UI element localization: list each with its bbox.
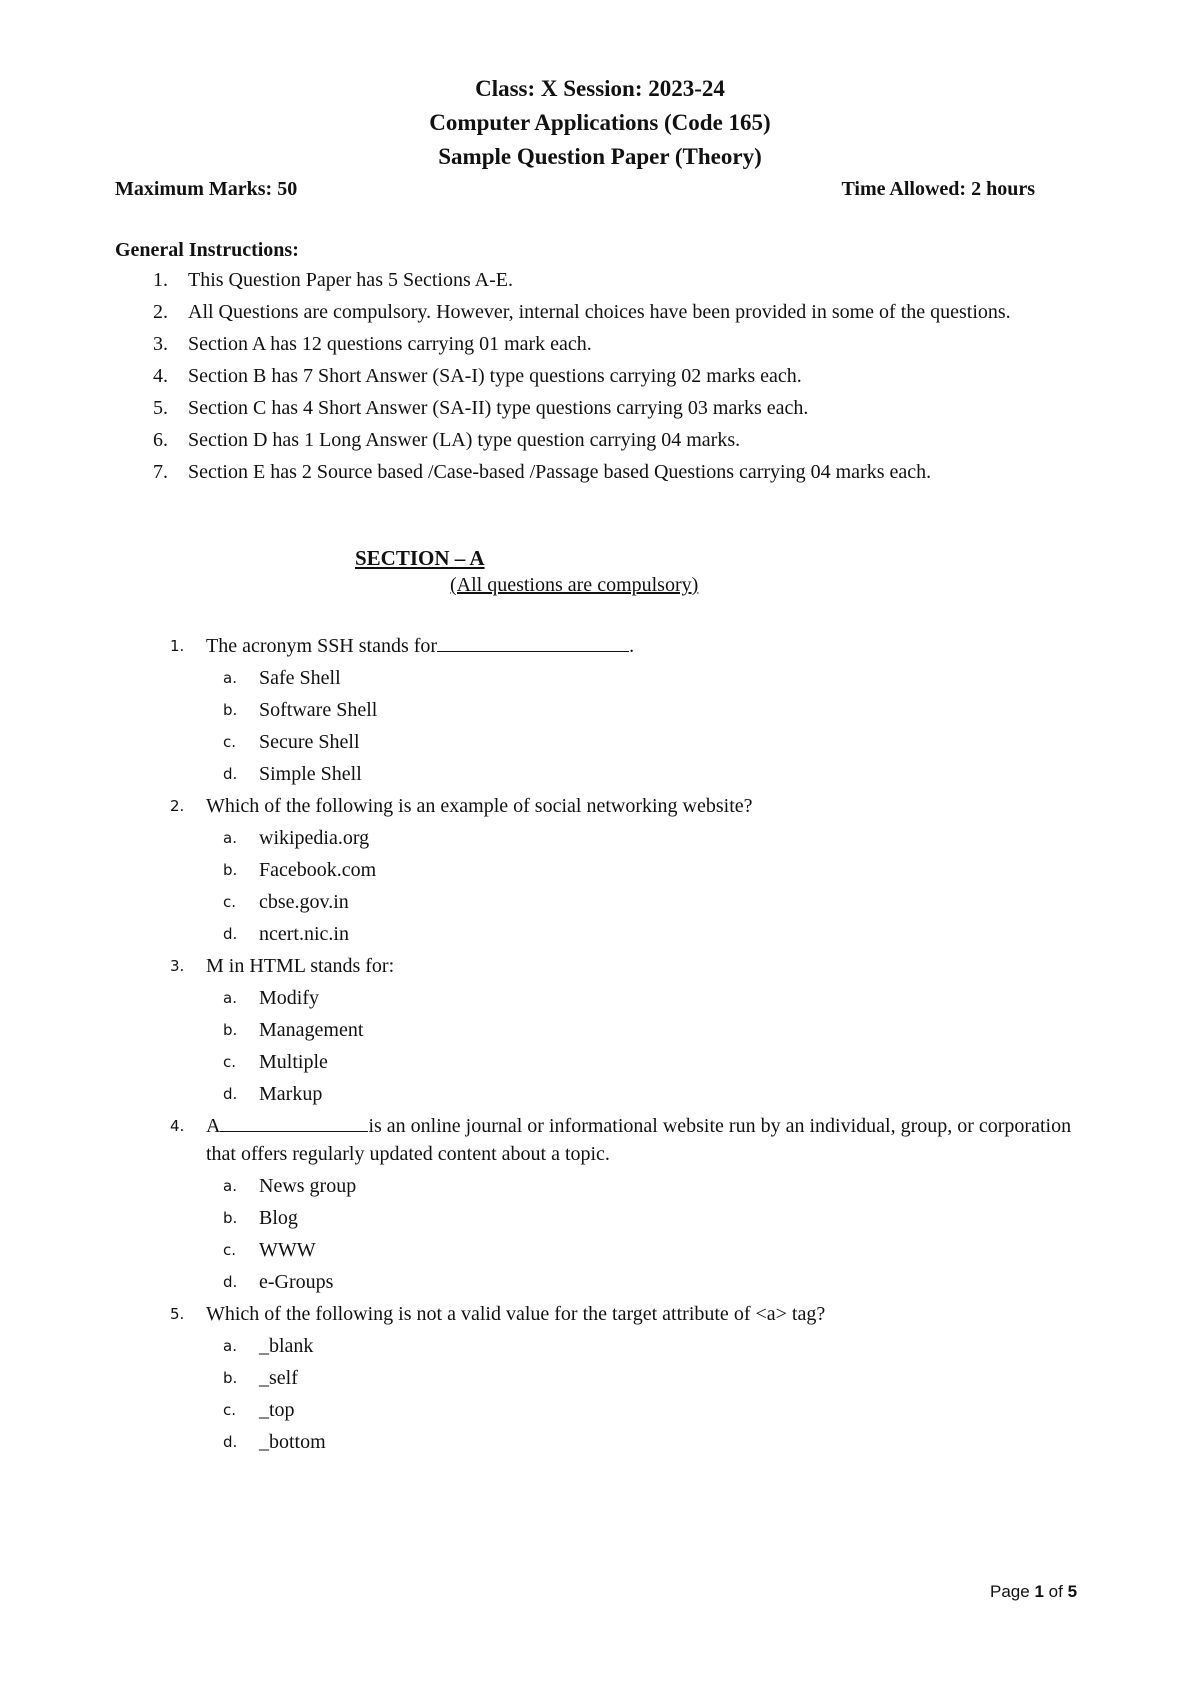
question-number: 2. xyxy=(170,797,185,815)
time-allowed: Time Allowed: 2 hours xyxy=(841,178,1035,200)
option-label: d. xyxy=(223,1085,238,1103)
instruction-text: All Questions are compulsory. However, internal choices have been provided in some of the questions. xyxy=(188,301,1011,323)
instruction-item xyxy=(115,426,1095,454)
option-text: Simple Shell xyxy=(259,763,362,785)
option-text: _top xyxy=(259,1399,295,1421)
option-label: a. xyxy=(223,1177,237,1195)
question-text-post: is an online journal or informational website run by an individual, group, or corporation that offers regularly updated content about a topic. xyxy=(206,1115,1072,1165)
option-text: cbse.gov.in xyxy=(259,891,349,913)
option-text: _bottom xyxy=(259,1431,326,1453)
question-text-post: . xyxy=(629,635,635,657)
instruction-number xyxy=(115,394,188,422)
option-text: _blank xyxy=(259,1335,314,1357)
instruction-number-text: 7. xyxy=(153,461,168,483)
option-item xyxy=(223,920,1200,948)
option-text: Secure Shell xyxy=(259,731,360,753)
question-text-pre: The acronym SSH stands for xyxy=(206,635,438,657)
option-label: a. xyxy=(223,1337,237,1355)
option-item xyxy=(223,728,1200,756)
question-number: 4. xyxy=(170,1117,185,1135)
option-item xyxy=(223,888,1200,916)
option-text: Software Shell xyxy=(259,699,378,721)
instruction-number xyxy=(115,426,188,454)
option-label: c. xyxy=(223,1053,237,1071)
page-footer xyxy=(990,1582,1077,1602)
instruction-item xyxy=(115,298,1095,326)
general-instructions-title: General Instructions: xyxy=(115,239,299,261)
instruction-number-text: 1. xyxy=(153,269,168,291)
option-text: Blog xyxy=(259,1207,298,1229)
instruction-item xyxy=(115,330,1095,358)
question-number: 3. xyxy=(170,957,185,975)
question-text: Which of the following is an example of social networking website? xyxy=(206,795,753,817)
instruction-number-text: 6. xyxy=(153,429,168,451)
option-text: News group xyxy=(259,1175,357,1197)
instruction-number-text: 2. xyxy=(153,301,168,323)
instruction-item xyxy=(115,266,1095,294)
question-text: M in HTML stands for: xyxy=(206,955,395,977)
option-text: Facebook.com xyxy=(259,859,377,881)
option-text: e-Groups xyxy=(259,1271,334,1293)
general-instructions-list xyxy=(115,266,1095,490)
option-item xyxy=(223,760,1200,788)
option-label: b. xyxy=(223,1209,238,1227)
option-item xyxy=(223,856,1200,884)
option-item xyxy=(223,1080,1200,1108)
marks-row xyxy=(115,178,1035,201)
question-item xyxy=(170,952,1106,980)
option-text: Management xyxy=(259,1019,364,1041)
maximum-marks: Maximum Marks: 50 xyxy=(115,178,298,200)
instruction-number xyxy=(115,298,188,326)
question-item xyxy=(170,1112,1106,1168)
answer-blank xyxy=(437,633,629,652)
option-label: b. xyxy=(223,701,238,719)
option-item xyxy=(223,1204,1200,1232)
instruction-number xyxy=(115,330,188,358)
instruction-number-text: 3. xyxy=(153,333,168,355)
option-label: d. xyxy=(223,925,238,943)
option-item xyxy=(223,696,1200,724)
option-label: a. xyxy=(223,669,237,687)
option-label: d. xyxy=(223,1273,238,1291)
header-class-session: Class: X Session: 2023-24 xyxy=(475,76,725,101)
question-number: 5. xyxy=(170,1305,185,1323)
option-label: c. xyxy=(223,733,237,751)
option-item xyxy=(223,1048,1200,1076)
option-item xyxy=(223,1428,1200,1456)
option-label: c. xyxy=(223,893,237,911)
page-number: 1 xyxy=(1034,1582,1044,1601)
option-text: wikipedia.org xyxy=(259,827,370,849)
section-title: SECTION – A xyxy=(355,546,485,570)
question-number: 1. xyxy=(170,637,185,655)
question-item xyxy=(170,792,1106,820)
option-text: Safe Shell xyxy=(259,667,341,689)
option-label: b. xyxy=(223,1369,238,1387)
question-text-pre: A xyxy=(206,1115,221,1137)
instruction-number-text: 4. xyxy=(153,365,168,387)
instruction-text: Section B has 7 Short Answer (SA-I) type questions carrying 02 marks each. xyxy=(188,365,802,387)
option-item xyxy=(223,1396,1200,1424)
option-label: a. xyxy=(223,989,237,1007)
questions-list xyxy=(0,632,1200,1460)
instruction-number-text: 5. xyxy=(153,397,168,419)
instruction-text: Section E has 2 Source based /Case-based /Passage based Questions carrying 04 marks each. xyxy=(188,461,932,483)
question-item xyxy=(170,632,1106,660)
option-item xyxy=(223,824,1200,852)
option-label: d. xyxy=(223,765,238,783)
instruction-number xyxy=(115,458,188,486)
option-text: ncert.nic.in xyxy=(259,923,349,945)
option-text: WWW xyxy=(259,1239,316,1261)
question-text: Which of the following is not a valid value for the target attribute of <a> tag? xyxy=(206,1303,826,1325)
option-text: Markup xyxy=(259,1083,323,1105)
option-label: b. xyxy=(223,861,238,879)
page-label: Page xyxy=(990,1582,1030,1601)
option-item xyxy=(223,1364,1200,1392)
section-subtitle: (All questions are compulsory) xyxy=(450,574,699,596)
instruction-text: Section A has 12 questions carrying 01 mark each. xyxy=(188,333,592,355)
option-item xyxy=(223,1268,1200,1296)
header-paper-title: Sample Question Paper (Theory) xyxy=(438,144,762,169)
option-item xyxy=(223,664,1200,692)
instruction-item xyxy=(115,394,1095,422)
option-text: _self xyxy=(259,1367,298,1389)
option-item xyxy=(223,1016,1200,1044)
option-item xyxy=(223,1236,1200,1264)
page-of-label: of xyxy=(1048,1582,1063,1601)
option-label: c. xyxy=(223,1401,237,1419)
instruction-number xyxy=(115,266,188,294)
instruction-item xyxy=(115,458,1095,486)
option-label: c. xyxy=(223,1241,237,1259)
instruction-item xyxy=(115,362,1095,390)
page-total: 5 xyxy=(1067,1582,1078,1601)
header-subject: Computer Applications (Code 165) xyxy=(429,110,771,135)
option-label: b. xyxy=(223,1021,238,1039)
option-item xyxy=(223,984,1200,1012)
option-text: Modify xyxy=(259,987,319,1009)
instruction-text: Section C has 4 Short Answer (SA-II) type questions carrying 03 marks each. xyxy=(188,397,809,419)
option-label: a. xyxy=(223,829,237,847)
instruction-number xyxy=(115,362,188,390)
option-item xyxy=(223,1172,1200,1200)
answer-blank xyxy=(220,1113,368,1132)
question-item xyxy=(170,1300,1106,1328)
instruction-text: Section D has 1 Long Answer (LA) type question carrying 04 marks. xyxy=(188,429,741,451)
instruction-text: This Question Paper has 5 Sections A-E. xyxy=(188,269,513,291)
option-text: Multiple xyxy=(259,1051,328,1073)
option-item xyxy=(223,1332,1200,1360)
option-label: d. xyxy=(223,1433,238,1451)
